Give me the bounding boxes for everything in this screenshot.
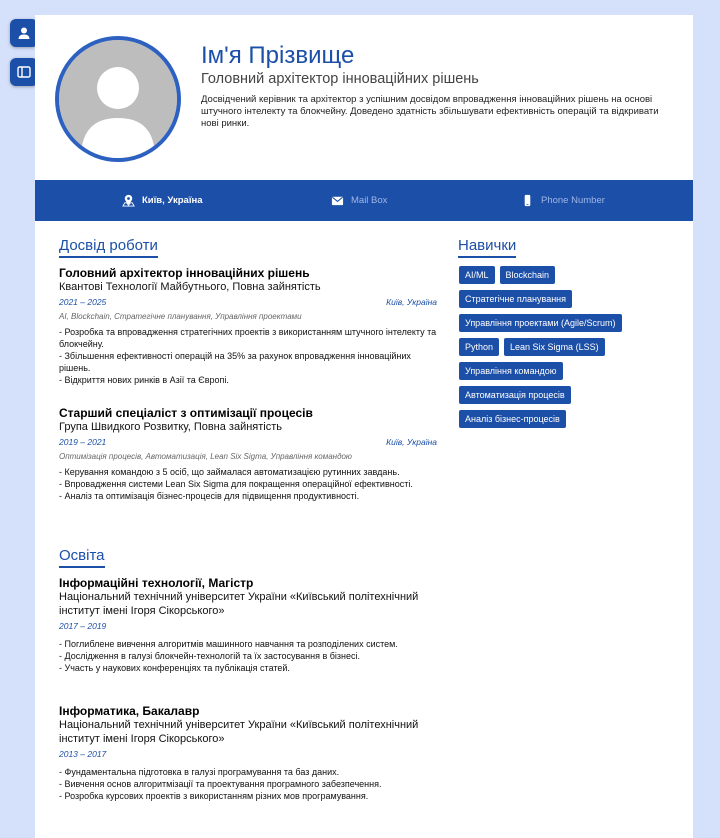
list-item: - Розробка курсових проектів з використанням різних мов програмування.: [59, 791, 369, 801]
entry-dates: 2013 – 2017: [59, 749, 107, 759]
entry-bullets: [59, 638, 437, 674]
entry-tags: AI, Blockchain, Стратегічне планування, Управління проектами: [59, 312, 302, 321]
mail-icon: [331, 194, 344, 207]
entry-location: Київ, Україна: [386, 297, 437, 307]
entry-meta: [59, 437, 437, 448]
skills-list: [459, 266, 669, 434]
entry-dates: 2017 – 2019: [59, 621, 107, 631]
entry-bullets: [59, 766, 437, 802]
entry-org: Квантові Технології Майбутнього, Повна зайнятість: [59, 281, 321, 293]
skill-badge: Аналіз бізнес-процесів: [459, 410, 566, 428]
list-item: - Фундаментальна підготовка в галузі програмування та баз даних.: [59, 767, 340, 777]
skill-badge: Автоматизація процесів: [459, 386, 571, 404]
entry-org: Національний технічний університет України «Київський політехнічний інститут імені Ігоря Сікорського»: [59, 719, 419, 745]
entry-dates: 2021 – 2025: [59, 297, 107, 307]
entry-meta: [59, 621, 437, 632]
skill-badge: Управління командою: [459, 362, 563, 380]
skill-badge: Lean Six Sigma (LSS): [504, 338, 605, 356]
avatar: [55, 36, 181, 162]
experience-entry: [59, 406, 437, 502]
contact-mail[interactable]: [331, 180, 387, 221]
layout-panel-icon: [17, 65, 31, 79]
contact-mail-text: Mail Box: [351, 195, 388, 206]
list-item: - Збільшення ефективності операцій на 35% за рахунок впровадження інноваційних рішень.: [59, 351, 411, 373]
contact-phone[interactable]: [521, 180, 605, 221]
education-section-title: Освіта: [59, 547, 105, 568]
entry-title: Інформатика, Бакалавр: [59, 704, 200, 718]
profile-summary: Досвідчений керівник та архітектор з успішним досвідом впровадження інноваційних рішень на основі штучного інтелекту та блокчейну. Доведено здатність збільшувати ефективність операцій та відкривати нові ринки.: [201, 94, 659, 129]
contact-location-text: Київ, Україна: [142, 195, 203, 206]
list-item: - Вивчення основ алгоритмізації та проектування програмного забезпечення.: [59, 779, 382, 789]
list-item: - Дослідження в галузі блокчейн-технологій та їх застосування в бізнесі.: [59, 651, 361, 661]
contact-location: [122, 180, 203, 221]
experience-section-title: Досвід роботи: [59, 237, 158, 258]
entry-org: Національний технічний університет України «Київський політехнічний інститут імені Ігоря Сікорського»: [59, 591, 419, 617]
skill-badge: Python: [459, 338, 499, 356]
skills-section-title: Навички: [458, 237, 516, 258]
entry-org: Група Швидкого Розвитку, Повна зайнятість: [59, 421, 283, 433]
layout-toggle-button[interactable]: [10, 58, 38, 86]
entry-location: Київ, Україна: [386, 437, 437, 447]
entry-title: Головний архітектор інноваційних рішень: [59, 266, 310, 280]
entry-title: Інформаційні технології, Магістр: [59, 576, 254, 590]
profile-button[interactable]: [10, 19, 38, 47]
entry-dates: 2019 – 2021: [59, 437, 107, 447]
contact-phone-text: Phone Number: [541, 195, 605, 206]
location-pin-icon: [122, 194, 135, 207]
resume-page: [35, 15, 693, 838]
skill-badge: Стратегічне планування: [459, 290, 572, 308]
skill-badge: Управління проектами (Agile/Scrum): [459, 314, 622, 332]
experience-entry: [59, 266, 437, 386]
list-item: - Поглиблене вивчення алгоритмів машинного навчання та розподілених систем.: [59, 639, 398, 649]
list-item: - Керування командою з 5 осіб, що займалася автоматизацією рутинних завдань.: [59, 467, 400, 477]
resume-header: [35, 15, 693, 180]
entry-meta: [59, 749, 437, 760]
entry-bullets: [59, 466, 437, 502]
user-icon: [17, 26, 31, 40]
profile-role: Головний архітектор інноваційних рішень: [201, 71, 479, 87]
profile-name: Ім'я Прізвище: [201, 42, 355, 69]
entry-tags: Оптимізація процесів, Автоматизація, Lean Six Sigma, Управління командою: [59, 452, 352, 461]
skill-badge: AI/ML: [459, 266, 495, 284]
entry-title: Старший спеціаліст з оптимізації процесів: [59, 406, 313, 420]
list-item: - Розробка та впровадження стратегічних проектів з використанням штучного інтелекту та блокчейну.: [59, 327, 437, 349]
list-item: - Впровадження системи Lean Six Sigma для покращення операційної ефективності.: [59, 479, 413, 489]
entry-bullets: [59, 326, 437, 386]
list-item: - Аналіз та оптимізація бізнес-процесів для підвищення продуктивності.: [59, 491, 360, 501]
list-item: - Відкриття нових ринків в Азії та Європі.: [59, 375, 229, 385]
education-entry: [59, 576, 437, 674]
contact-bar: [35, 180, 693, 221]
avatar-placeholder-icon: [59, 40, 177, 158]
entry-meta: [59, 297, 437, 308]
phone-icon: [521, 194, 534, 207]
list-item: - Участь у наукових конференціях та публікація статей.: [59, 663, 290, 673]
education-entry: [59, 704, 437, 802]
skill-badge: Blockchain: [500, 266, 556, 284]
